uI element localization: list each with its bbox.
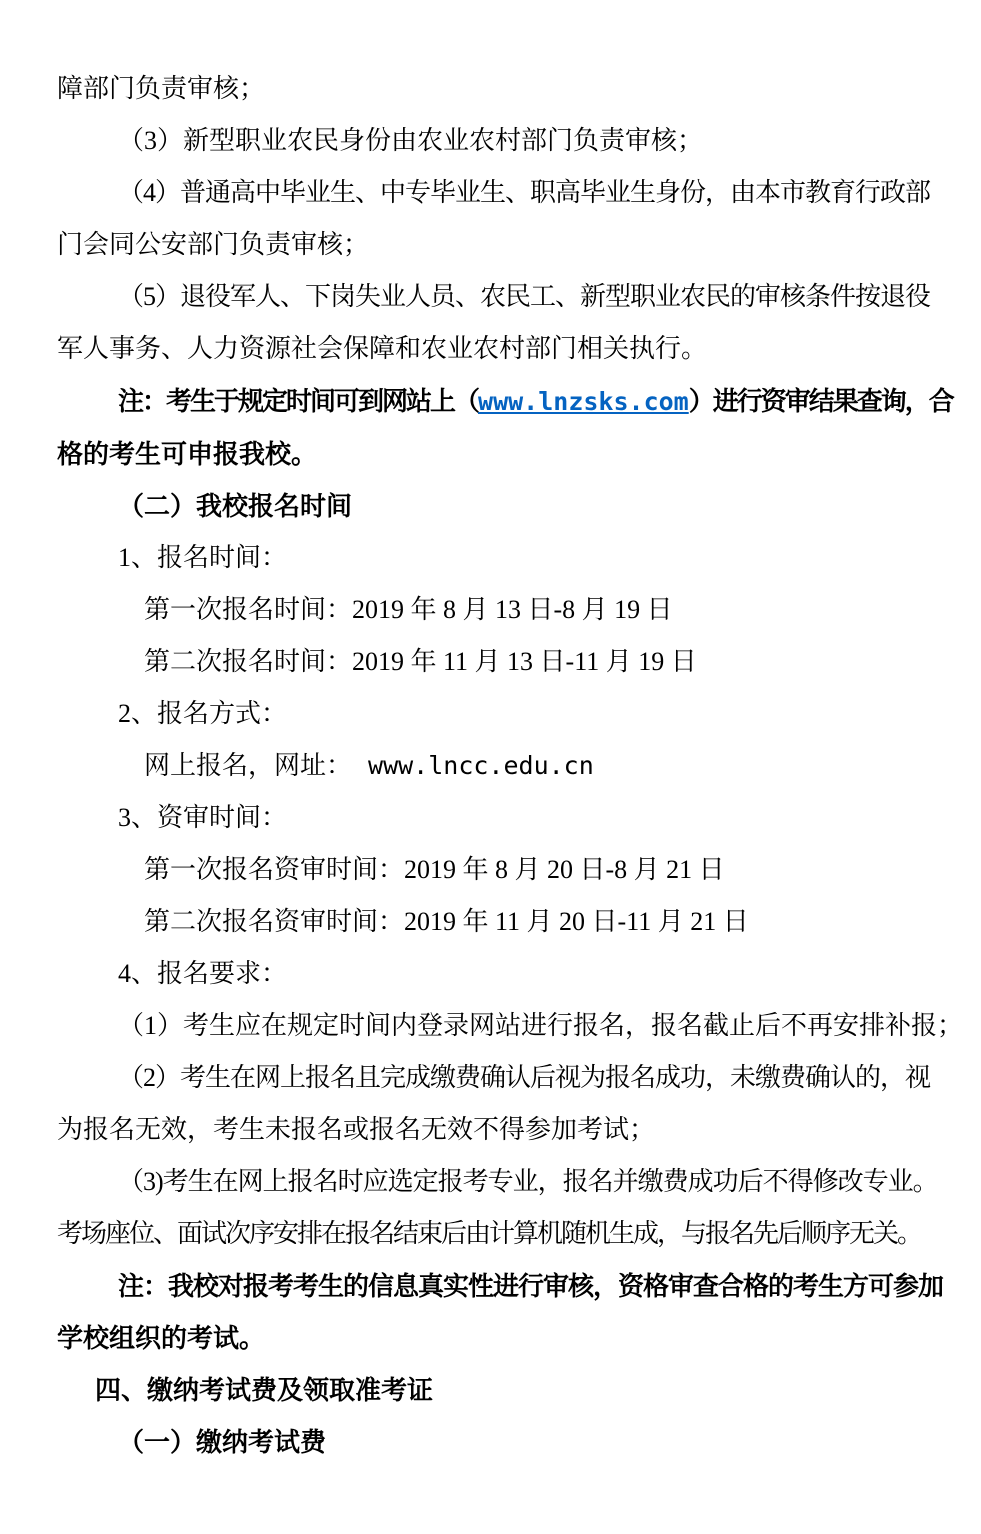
note-result-query-suffix: ）进行资审结果查询，合 (688, 386, 953, 416)
subheading-4-registration-requirements: 4、报名要求： (118, 959, 288, 988)
para-requirement-2: （2）考生在网上报名且完成缴费确认后视为报名成功，未缴费确认的，视 (118, 1063, 931, 1092)
para-requirement-2-continuation: 为报名无效，考生未报名或报名无效不得参加考试； (57, 1115, 656, 1144)
lnzsks-hyperlink[interactable]: www.lnzsks.com (478, 387, 689, 416)
para-requirement-3: （3)考生在网上报名时应选定报考专业，报名并缴费成功后不得修改专业。 (118, 1167, 938, 1196)
note-result-query-continuation: 格的考生可申报我校。 (57, 439, 318, 469)
para-first-registration-period: 第一次报名时间：2019 年 8 月 13 日-8 月 19 日 (144, 595, 673, 624)
note-result-query-prefix: 注：考生于规定时间可到网站上（ (118, 386, 479, 416)
heading-section-4-fee-and-ticket: 四、缴纳考试费及领取准考证 (95, 1375, 434, 1405)
heading-subsection-1-pay-fee: （一）缴纳考试费 (118, 1427, 327, 1457)
subheading-2-registration-method: 2、报名方式： (118, 699, 288, 728)
para-online-registration-label: 网上报名，网址： (144, 751, 353, 780)
para-second-review-period: 第二次报名资审时间：2019 年 11 月 20 日-11 月 21 日 (144, 907, 749, 936)
para-online-registration (57, 740, 931, 792)
para-requirement-3-continuation: 考场座位、面试次序安排在报名结束后由计算机随机生成，与报名先后顺序无关。 (57, 1219, 922, 1248)
para-item-5-veterans: （5）退役军人、下岗失业人员、农民工、新型职业农民的审核条件按退役 (118, 282, 931, 311)
para-continuation-public-security: 门会同公安部门负责审核； (57, 230, 370, 259)
note-info-verification-continuation: 学校组织的考试。 (57, 1323, 266, 1353)
para-continuation-audit-dept: 障部门负责审核； (57, 74, 266, 103)
para-item-4-graduates: （4）普通高中毕业生、中专毕业生、职高毕业生身份，由本市教育行政部 (118, 178, 931, 207)
para-first-review-period: 第一次报名资审时间：2019 年 8 月 20 日-8 月 21 日 (144, 855, 725, 884)
para-requirement-1: （1）考生应在规定时间内登录网站进行报名，报名截止后不再安排补报； (118, 1011, 964, 1040)
subheading-1-registration-time: 1、报名时间： (118, 543, 288, 572)
subheading-3-review-time: 3、资审时间： (118, 803, 288, 832)
note-info-verification: 注：我校对报考考生的信息真实性进行审核，资格审查合格的考生方可参加 (118, 1271, 944, 1301)
para-continuation-veterans-affairs: 军人事务、人力资源社会保障和农业农村部门相关执行。 (57, 334, 708, 363)
heading-section-2-registration-time: （二）我校报名时间 (118, 491, 353, 521)
lncc-site-url: www.lncc.edu.cn (368, 751, 594, 780)
para-second-registration-period: 第二次报名时间：2019 年 11 月 13 日-11 月 19 日 (144, 647, 697, 676)
para-item-3-new-farmer: （3）新型职业农民身份由农业农村部门负责审核； (118, 126, 704, 155)
note-result-query (57, 375, 953, 428)
